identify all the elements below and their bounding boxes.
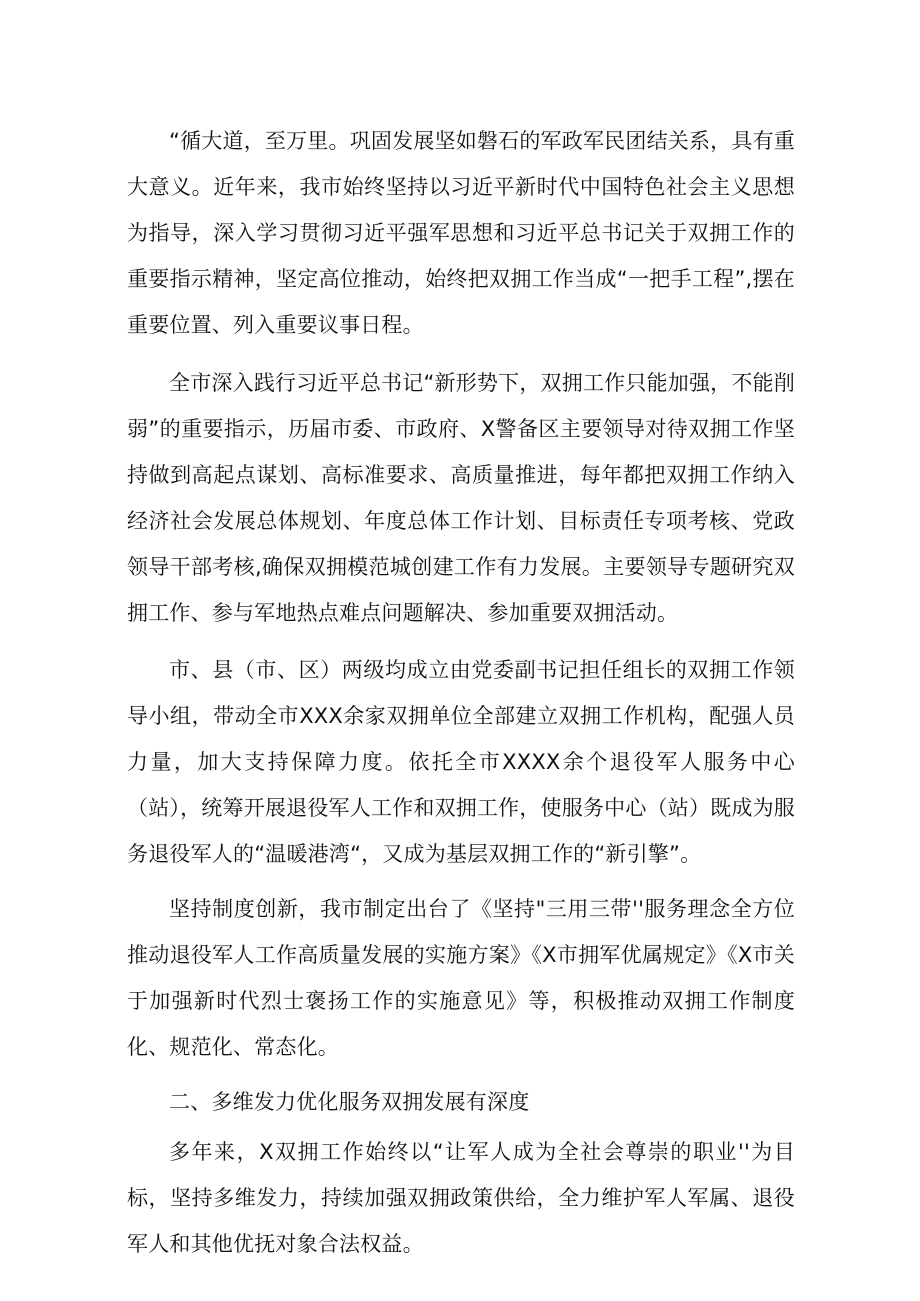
paragraph-institution: 坚持制度创新，我市制定出台了《坚持"三用三带''服务理念全方位推动退役军人工作高质量发展的实施方案》《X市拥军优属规定》《X市关于加强新时代烈士褒扬工作的实施意见》等，积极推动双拥工作制度化、规范化、常态化。 <box>127 897 795 1059</box>
paragraph-intro: “循大道，至万里。巩固发展坚如磐石的军政军民团结关系，具有重大意义。近年来，我市始终坚持以习近平新时代中国特色社会主义思想为指导，深入学习贯彻习近平强军思想和习近平总书记关于双拥工作的重要指示精神，坚定高位推动，始终把双拥工作当成“一把手工程”,摆在重要位置、列入重要议事日程。 <box>127 129 795 337</box>
paragraph-organization: 市、县（市、区）两级均成立由党委副书记担任组长的双拥工作领导小组，带动全市XXX余家双拥单位全部建立双拥工作机构，配强人员力量，加大支持保障力度。依托全市XXXX余个退役军人服务中心（站），统筹开展退役军人工作和双拥工作，使服务中心（站）既成为服务退役军人的“温暖港湾“，又成为基层双拥工作的“新引擎”。 <box>127 658 795 866</box>
paragraph-leadership: 全市深入践行习近平总书记“新形势下，双拥工作只能加强，不能削弱”的重要指示，历届市委、市政府、X警备区主要领导对待双拥工作坚持做到高起点谋划、高标准要求、高质量推进，每年都把双拥工作纳入经济社会发展总体规划、年度总体工作计划、目标责任专项考核、党政领导干部考核,确保双拥模范城创建工作有力发展。主要领导专题研究双拥工作、参与军地热点难点问题解决、参加重要双拥活动。 <box>127 371 795 625</box>
document-body <box>127 118 795 1267</box>
section-heading: 二、多维发力优化服务双拥发展有深度 <box>169 1090 530 1114</box>
paragraph-service: 多年来，X双拥工作始终以“让军人成为全社会尊崇的职业''为目标，坚持多维发力，持续加强双拥政策供给，全力维护军人军属、退役军人和其他优抚对象合法权益。 <box>127 1140 795 1256</box>
